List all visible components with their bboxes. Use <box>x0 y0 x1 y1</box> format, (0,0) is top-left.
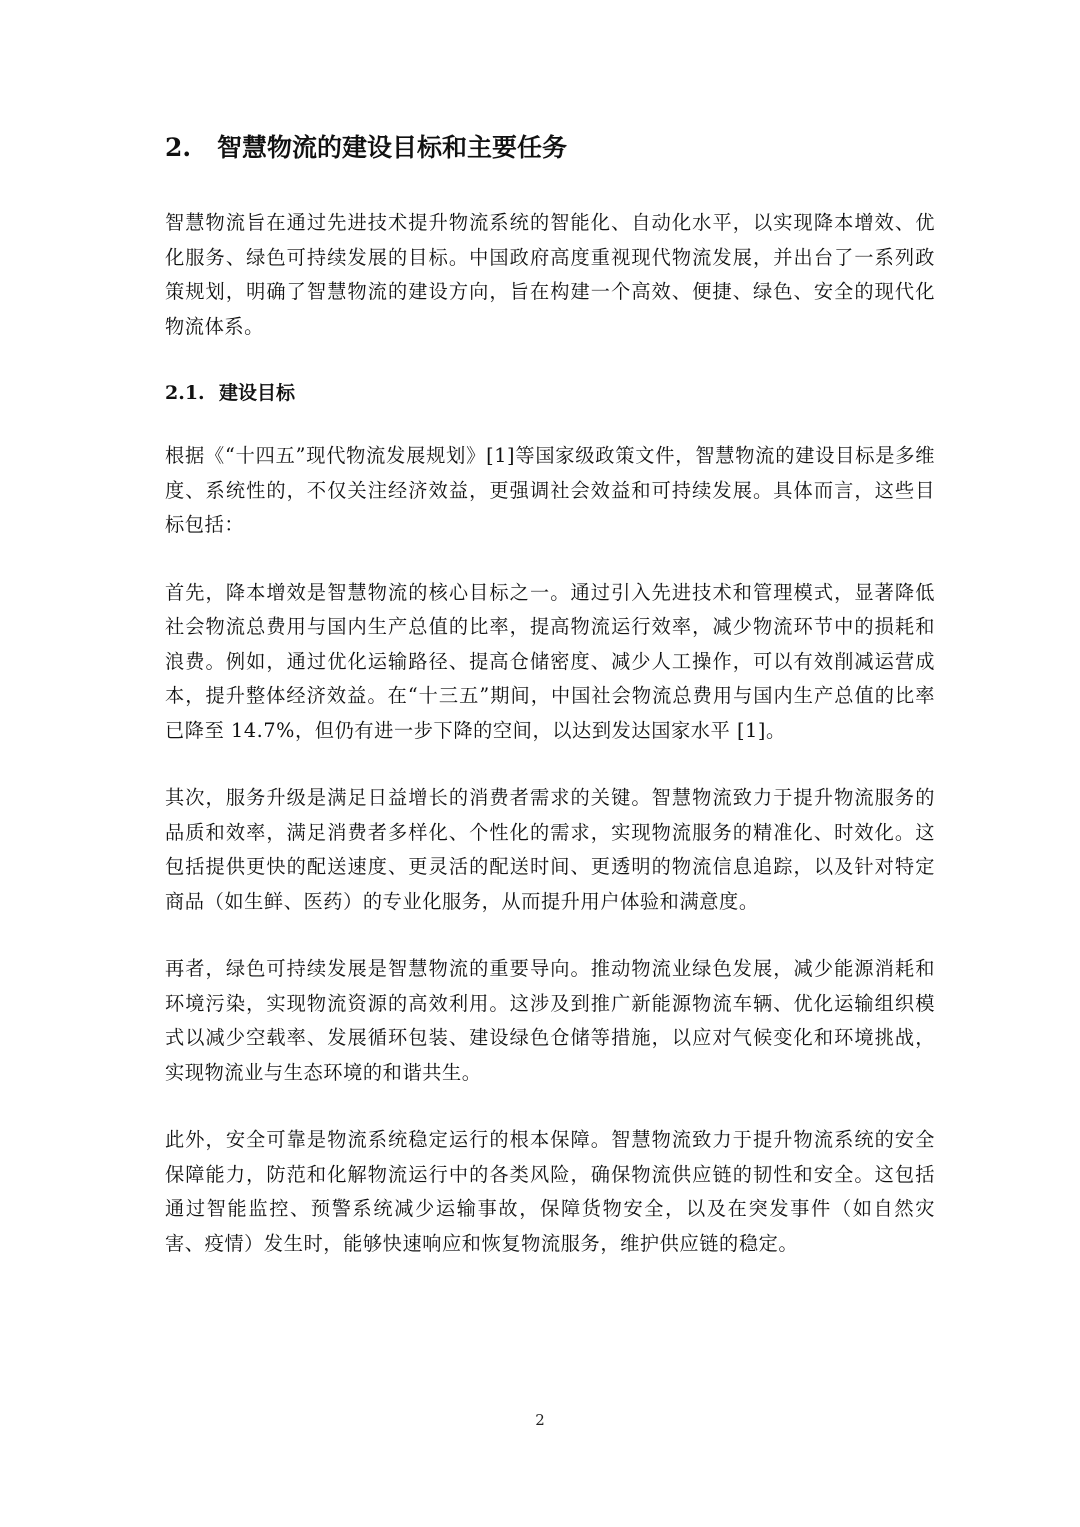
paragraph-green-development: 再者，绿色可持续发展是智慧物流的重要导向。推动物流业绿色发展，减少能源消耗和环境污染，实现物流资源的高效利用。这涉及到推广新能源物流车辆、优化运输组织模式以减少空载率、发展循环包装、建设绿色仓储等措施，以应对气候变化和环境挑战，实现物流业与生态环境的和谐共生。 <box>165 957 935 1084</box>
subsection-heading <box>165 377 935 409</box>
page-content <box>165 128 935 1294</box>
section-number: 2. <box>165 133 192 162</box>
paragraph-cost-efficiency: 首先，降本增效是智慧物流的核心目标之一。通过引入先进技术和管理模式，显著降低社会物流总费用与国内生产总值的比率，提高物流运行效率，减少物流环节中的损耗和浪费。例如，通过优化运输路径、提高仓储密度、减少人工操作，可以有效削减运营成本，提升整体经济效益。在“十三五”期间，中国社会物流总费用与国内生产总值的比率已降至 14.7%，但仍有进一步下降的空间，以达到发达国家水平 [1]。 <box>165 580 935 742</box>
paragraph-service-upgrade: 其次，服务升级是满足日益增长的消费者需求的关键。智慧物流致力于提升物流服务的品质和效率，满足消费者多样化、个性化的需求，实现物流服务的精准化、时效化。这包括提供更快的配送速度、更灵活的配送时间、更透明的物流信息追踪，以及针对特定商品（如生鲜、医药）的专业化服务，从而提升用户体验和满意度。 <box>165 786 935 913</box>
intro-paragraph: 智慧物流旨在通过先进技术提升物流系统的智能化、自动化水平，以实现降本增效、优化服务、绿色可持续发展的目标。中国政府高度重视现代物流发展，并出台了一系列政策规划，明确了智慧物流的建设方向，旨在构建一个高效、便捷、绿色、安全的现代化物流体系。 <box>165 211 935 338</box>
paragraph-safety: 此外，安全可靠是物流系统稳定运行的根本保障。智慧物流致力于提升物流系统的安全保障能力，防范和化解物流运行中的各类风险，确保物流供应链的韧性和安全。这包括通过智能监控、预警系统减少运输事故，保障货物安全，以及在突发事件（如自然灾害、疫情）发生时，能够快速响应和恢复物流服务，维护供应链的稳定。 <box>165 1128 935 1255</box>
subsection-number: 2.1. <box>165 382 205 404</box>
section-title: 智慧物流的建设目标和主要任务 <box>217 133 568 162</box>
subsection-title: 建设目标 <box>219 382 296 404</box>
section-heading <box>165 128 935 168</box>
page-number: 2 <box>535 1411 545 1429</box>
paragraph-policy-basis: 根据《“十四五”现代物流发展规划》[1]等国家级政策文件，智慧物流的建设目标是多维度、系统性的，不仅关注经济效益，更强调社会效益和可持续发展。具体而言，这些目标包括： <box>165 444 935 536</box>
